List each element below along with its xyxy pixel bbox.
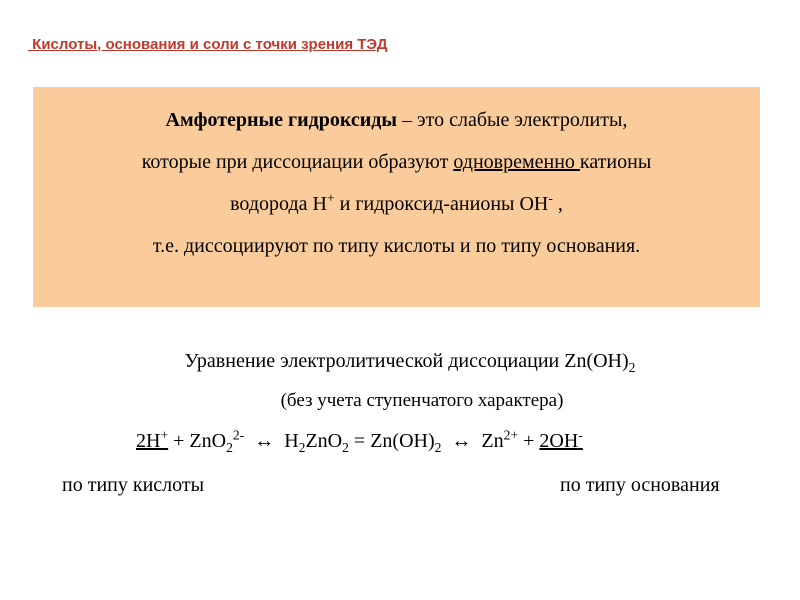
definition-line-2	[33, 141, 760, 183]
dissociation-equation	[136, 427, 583, 455]
definition-line-2-post: катионы	[579, 151, 652, 173]
acid-products	[136, 427, 169, 452]
hydrogen-ion: 2H	[136, 430, 161, 452]
zinc-ion: Zn	[481, 430, 504, 452]
zinc-acid-h: H	[284, 430, 299, 452]
hydrogen-charge: +	[326, 190, 335, 206]
hydrogen-ion-charge: +	[160, 427, 169, 443]
plus-sign: +	[518, 430, 540, 452]
definition-line-3-b: и гидроксид-анионы OH	[334, 193, 549, 215]
zincate-charge: 2-	[232, 427, 245, 443]
zincate-ion: + ZnO	[168, 430, 227, 452]
definition-line-4: т.е. диссоциируют по типу кислоты и по типу основания.	[152, 235, 641, 257]
zinc-hydroxide: = Zn(OH)	[348, 430, 435, 452]
definition-line-3-a: водорода H	[230, 193, 327, 215]
page-title: Кислоты, основания и соли с точки зрения ТЭД	[28, 36, 388, 53]
zinc-acid-sub-1: 2	[298, 440, 306, 455]
equilibrium-arrow-right: ↔	[441, 430, 482, 452]
zinc-ion-charge: 2+	[503, 427, 519, 443]
hydroxide-ion-charge: -	[578, 427, 583, 443]
equation-note-text: (без учета ступенчатого характера)	[280, 390, 564, 411]
equation-title-text: Уравнение электролитической диссоциации Zn(OH)	[184, 350, 629, 372]
zincate-sub: 2	[226, 440, 233, 455]
base-products	[539, 427, 583, 452]
base-type-label: по типу основания	[560, 474, 720, 496]
zinc-acid-zno: ZnO	[305, 430, 343, 452]
equilibrium-arrow-left: ↔	[244, 430, 285, 452]
hydroxide-ion: 2OH	[539, 430, 579, 452]
definition-line-1	[33, 99, 760, 141]
hydroxide-charge: -	[548, 190, 553, 206]
equation-note	[0, 390, 800, 412]
definition-box	[33, 87, 760, 307]
definition-emphasis: одновременно	[453, 151, 580, 173]
equation-title-sub: 2	[628, 360, 636, 375]
zinc-acid-sub-2: 2	[342, 440, 349, 455]
definition-line-2-pre: которые при диссоциации образуют	[141, 151, 454, 173]
zinc-hydroxide-sub: 2	[434, 440, 442, 455]
equation-title	[0, 350, 800, 373]
definition-term: Амфотерные гидроксиды	[165, 109, 398, 131]
definition-line-3	[33, 183, 760, 225]
definition-line-1-rest: – это слабые электролиты,	[397, 109, 628, 131]
definition-line-3-c: ,	[552, 193, 563, 215]
acid-type-label: по типу кислоты	[62, 474, 205, 496]
